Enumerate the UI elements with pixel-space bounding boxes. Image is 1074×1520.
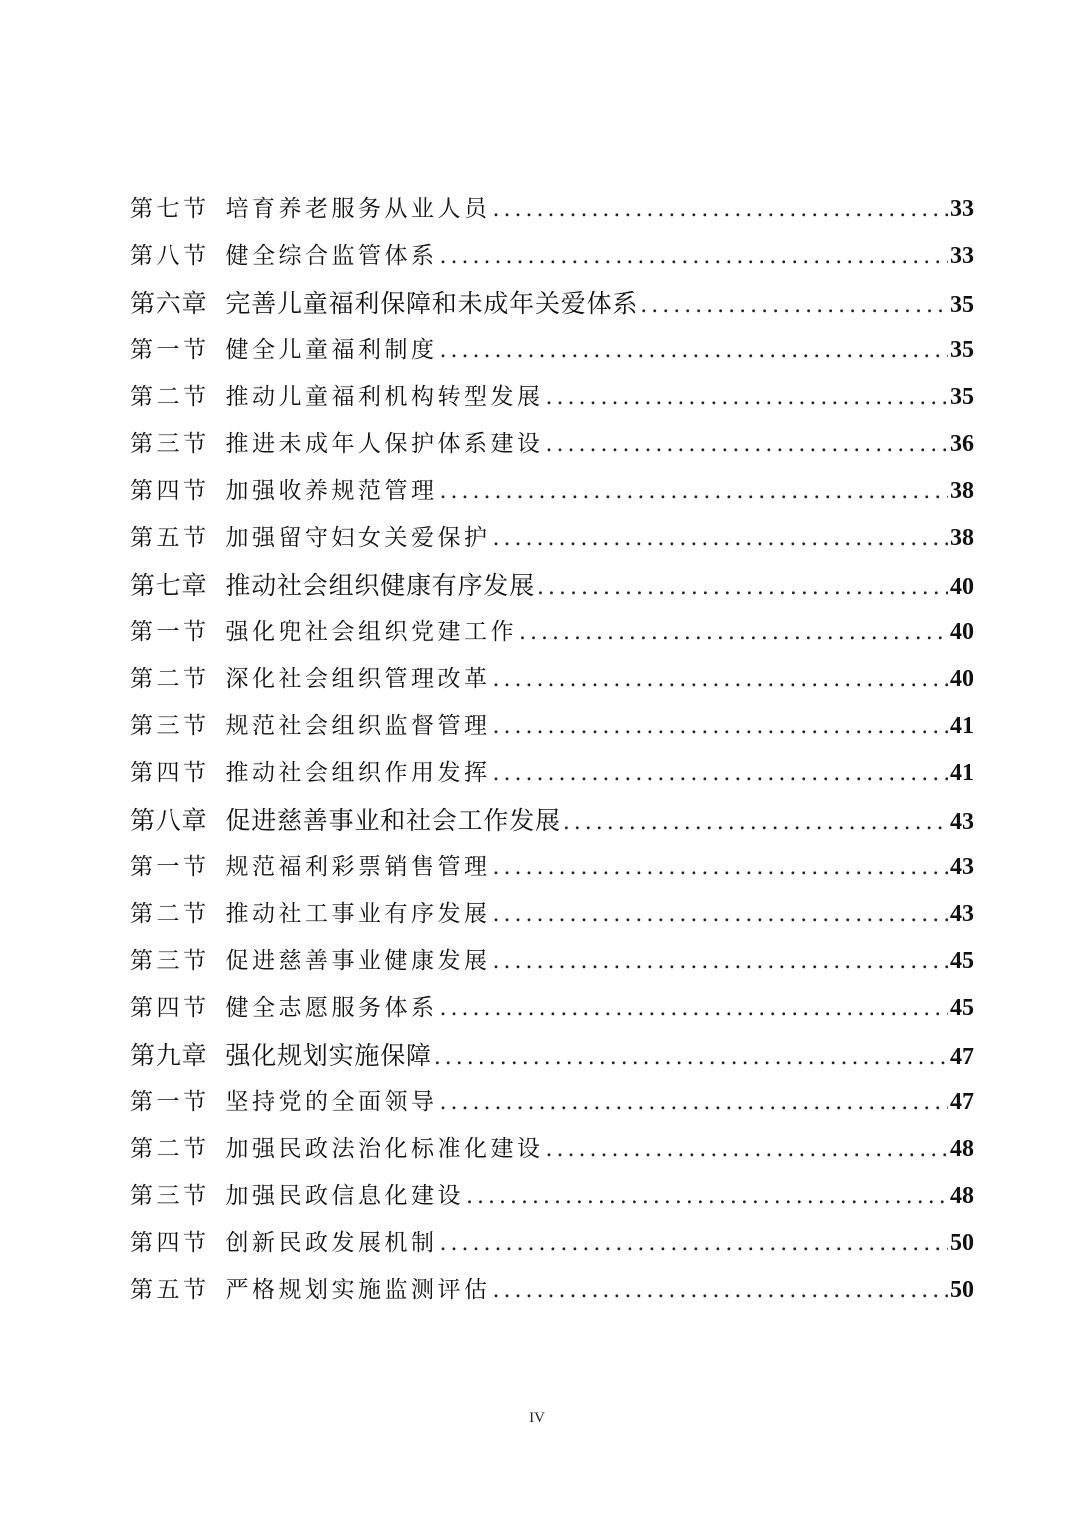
toc-chapter-entry[interactable] [130, 280, 974, 327]
toc-entry-page: 43 [950, 809, 974, 835]
toc-entry-title: 完善儿童福利保障和未成年关爱体系 [225, 289, 639, 318]
toc-entry-number: 第一节 [130, 1089, 210, 1115]
dot-leader [493, 750, 949, 797]
toc-entry[interactable] [130, 1267, 974, 1314]
toc-entry[interactable] [130, 233, 974, 280]
dot-leader [440, 1220, 949, 1267]
toc-entry-page: 38 [950, 525, 974, 551]
dot-leader [493, 891, 949, 938]
dot-leader [563, 799, 948, 846]
toc-entry-page: 35 [950, 292, 974, 318]
toc-entry[interactable] [130, 703, 974, 750]
dot-leader [546, 374, 949, 421]
dot-leader [493, 186, 949, 233]
dot-leader [440, 1079, 949, 1126]
toc-entry-number: 第一节 [130, 337, 210, 363]
dot-leader [493, 515, 949, 562]
toc-entry-title: 健全综合监管体系 [225, 243, 438, 269]
toc-entry-page: 43 [950, 854, 974, 880]
toc-chapter-entry[interactable] [130, 562, 974, 609]
toc-entry-page: 47 [950, 1044, 974, 1070]
toc-entry-number: 第七章 [130, 571, 208, 600]
toc-entry[interactable] [130, 1173, 974, 1220]
toc-entry-number: 第二节 [130, 384, 210, 410]
toc-entry-page: 47 [950, 1089, 974, 1115]
dot-leader [440, 327, 949, 374]
dot-leader [546, 421, 949, 468]
toc-entry-page: 50 [950, 1277, 974, 1303]
toc-entry[interactable] [130, 374, 974, 421]
toc-entry-page: 48 [950, 1183, 974, 1209]
toc-entry-number: 第八章 [130, 806, 208, 835]
dot-leader [466, 1173, 948, 1220]
page-number: IV [529, 1410, 545, 1426]
toc-entry-number: 第五节 [130, 1277, 210, 1303]
toc-entry[interactable] [130, 985, 974, 1032]
toc-entry-number: 第三节 [130, 948, 210, 974]
toc-entry-title: 培育养老服务从业人员 [225, 196, 491, 222]
toc-entry[interactable] [130, 1079, 974, 1126]
dot-leader [493, 656, 949, 703]
toc-entry-title: 健全志愿服务体系 [225, 995, 438, 1021]
dot-leader [546, 1126, 949, 1173]
toc-entry-number: 第四节 [130, 995, 210, 1021]
toc-entry-page: 40 [950, 574, 974, 600]
toc-entry-number: 第七节 [130, 196, 210, 222]
toc-entry-number: 第二节 [130, 666, 210, 692]
toc-entry[interactable] [130, 891, 974, 938]
toc-entry-title: 促进慈善事业和社会工作发展 [225, 806, 561, 835]
toc-entry-number: 第三节 [130, 431, 210, 457]
toc-entry[interactable] [130, 1126, 974, 1173]
toc-entry-title: 严格规划实施监测评估 [225, 1277, 491, 1303]
toc-entry-number: 第四节 [130, 478, 210, 504]
toc-entry-title: 推进未成年人保护体系建设 [225, 431, 544, 457]
toc-chapter-entry[interactable] [130, 1032, 974, 1079]
toc-entry-title: 加强民政法治化标准化建设 [225, 1136, 544, 1162]
toc-entry-page: 48 [950, 1136, 974, 1162]
toc-entry-number: 第九章 [130, 1041, 208, 1070]
toc-entry-page: 35 [950, 384, 974, 410]
toc-entry-title: 促进慈善事业健康发展 [225, 948, 491, 974]
toc-entry[interactable] [130, 750, 974, 797]
toc-entry-number: 第四节 [130, 1230, 210, 1256]
toc-entry-title: 强化兜社会组织党建工作 [225, 619, 517, 645]
toc-entry[interactable] [130, 938, 974, 985]
toc-entry-title: 推动社会组织健康有序发展 [225, 571, 536, 600]
dot-leader [519, 609, 948, 656]
toc-entry-title: 加强留守妇女关爱保护 [225, 525, 491, 551]
toc-entry-page: 38 [950, 478, 974, 504]
table-of-contents [130, 186, 974, 1314]
toc-entry[interactable] [130, 1220, 974, 1267]
toc-entry-number: 第三节 [130, 1183, 210, 1209]
toc-entry-title: 加强民政信息化建设 [225, 1183, 464, 1209]
dot-leader [440, 985, 949, 1032]
toc-entry-page: 45 [950, 995, 974, 1021]
toc-entry[interactable] [130, 844, 974, 891]
toc-entry-title: 强化规划实施保障 [225, 1041, 432, 1070]
toc-entry-page: 45 [950, 948, 974, 974]
toc-entry-title: 创新民政发展机制 [225, 1230, 438, 1256]
toc-entry-number: 第一节 [130, 619, 210, 645]
dot-leader [440, 468, 949, 515]
dot-leader [640, 282, 948, 329]
toc-entry-page: 43 [950, 901, 974, 927]
dot-leader [493, 938, 949, 985]
toc-entry-title: 推动儿童福利机构转型发展 [225, 384, 544, 410]
dot-leader [434, 1034, 948, 1081]
toc-chapter-entry[interactable] [130, 797, 974, 844]
toc-entry-number: 第三节 [130, 713, 210, 739]
toc-entry-title: 加强收养规范管理 [225, 478, 438, 504]
toc-entry-number: 第八节 [130, 243, 210, 269]
toc-entry-page: 41 [950, 760, 974, 786]
toc-entry-title: 健全儿童福利制度 [225, 337, 438, 363]
toc-entry-page: 40 [950, 619, 974, 645]
toc-entry-number: 第五节 [130, 525, 210, 551]
toc-entry-number: 第二节 [130, 1136, 210, 1162]
toc-entry-page: 35 [950, 337, 974, 363]
toc-entry[interactable] [130, 327, 974, 374]
toc-entry-number: 第一节 [130, 854, 210, 880]
toc-entry-title: 规范社会组织监督管理 [225, 713, 491, 739]
toc-entry-title: 坚持党的全面领导 [225, 1089, 438, 1115]
dot-leader [493, 1267, 949, 1314]
toc-entry-title: 推动社工事业有序发展 [225, 901, 491, 927]
toc-entry-number: 第六章 [130, 289, 208, 318]
toc-entry-number: 第四节 [130, 760, 210, 786]
toc-entry-title: 深化社会组织管理改革 [225, 666, 491, 692]
dot-leader [440, 233, 949, 280]
dot-leader [537, 564, 948, 611]
toc-entry-page: 33 [950, 196, 974, 222]
dot-leader [493, 844, 949, 891]
toc-entry[interactable] [130, 656, 974, 703]
toc-entry[interactable] [130, 609, 974, 656]
toc-entry[interactable] [130, 515, 974, 562]
toc-entry[interactable] [130, 186, 974, 233]
toc-entry[interactable] [130, 468, 974, 515]
toc-entry-page: 50 [950, 1230, 974, 1256]
toc-entry-title: 推动社会组织作用发挥 [225, 760, 491, 786]
toc-entry[interactable] [130, 421, 974, 468]
toc-entry-page: 40 [950, 666, 974, 692]
toc-entry-title: 规范福利彩票销售管理 [225, 854, 491, 880]
toc-entry-page: 33 [950, 243, 974, 269]
toc-entry-number: 第二节 [130, 901, 210, 927]
toc-entry-page: 36 [950, 431, 974, 457]
dot-leader [493, 703, 949, 750]
toc-entry-page: 41 [950, 713, 974, 739]
